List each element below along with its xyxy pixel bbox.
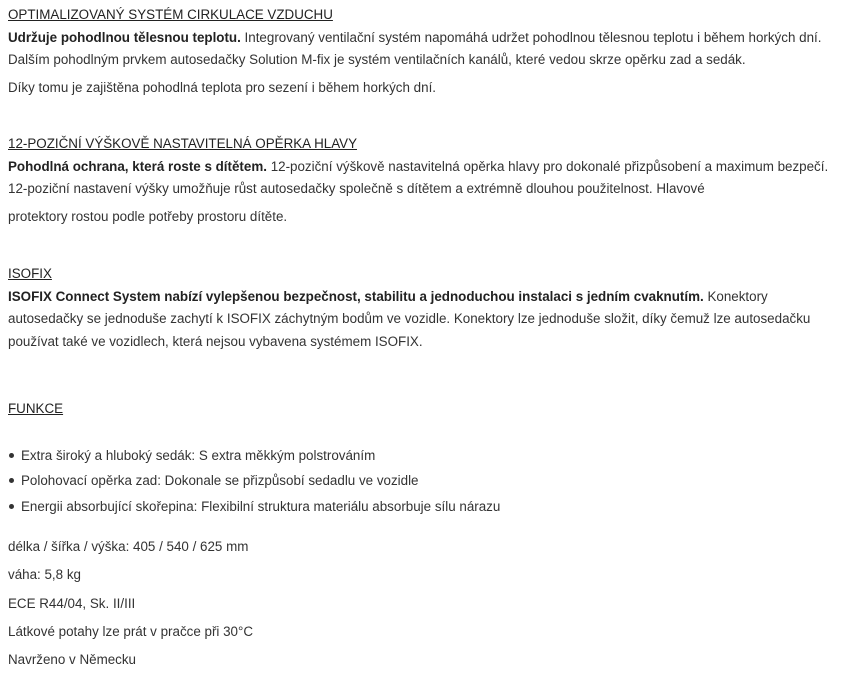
section-lead: Pohodlná ochrana, která roste s dítětem. — [8, 158, 267, 174]
feature-text: Polohovací opěrka zad: Dokonale se přizpůsobí sedadlu ve vozidle — [21, 473, 419, 488]
section-text: Integrovaný ventilační systém napomáhá udržet pohodlnou tělesnou teplotu i během horkých dní. Dalším pohodlným prvkem autosedačky Solution M-fix je systém ventilačních kanálů, které vedou skrze opěrku zad a sedák. — [8, 29, 822, 67]
spec-certification: ECE R44/04, Sk. II/III — [8, 595, 136, 611]
section-text: Konektory autosedačky se jednoduše zachytí k ISOFIX záchytným bodům ve vozidle. Konektory lze jednoduše složit, díky čemuž lze autosedačku používat také ve vozidlech, která nejsou vybavena systémem ISOFIX. — [8, 288, 811, 349]
list-item — [8, 494, 838, 520]
section-extra-text: Díky tomu je zajištěna pohodlná teplota pro sezení i během horkých dní. — [8, 79, 437, 95]
bullet-icon — [9, 478, 14, 483]
section-features — [8, 398, 838, 519]
section-paragraph — [8, 27, 838, 72]
spec-origin: Navrženo v Německu — [8, 652, 137, 668]
section-paragraph — [8, 156, 838, 201]
section-isofix — [8, 263, 838, 353]
section-lead: Udržuje pohodlnou tělesnou teplotu. — [8, 29, 241, 45]
features-heading: FUNKCE — [8, 401, 64, 416]
spec-washing: Látkové potahy lze prát v pračce při 30°C — [8, 623, 254, 639]
section-headrest — [8, 133, 838, 228]
spec-dimensions: délka / šířka / výška: 405 / 540 / 625 mm — [8, 539, 249, 554]
section-specs — [8, 533, 838, 674]
features-list — [8, 443, 838, 520]
section-heading: ISOFIX — [8, 266, 52, 281]
bullet-icon — [9, 453, 14, 458]
feature-text: Energii absorbující skořepina: Flexibilní struktura materiálu absorbuje sílu nárazu — [21, 498, 501, 514]
section-heading: OPTIMALIZOVANÝ SYSTÉM CIRKULACE VZDUCHU — [8, 7, 333, 22]
list-item — [8, 468, 838, 494]
section-extra-text: protektory rostou podle potřeby prostoru dítěte. — [8, 208, 288, 224]
section-text: 12-poziční výškově nastavitelná opěrka hlavy pro dokonalé přizpůsobení a maximum bezpečí. 12-poziční nastavení výšky umožňuje růst autosedačky společně s dítětem a extrémně dlouhou použitelnost. Hlavové — [8, 158, 829, 196]
section-paragraph — [8, 286, 838, 354]
bullet-icon — [9, 504, 14, 509]
section-air-circulation — [8, 4, 838, 99]
list-item — [8, 443, 838, 469]
section-heading: 12-POZIČNÍ VÝŠKOVĚ NASTAVITELNÁ OPĚRKA HLAVY — [8, 136, 358, 151]
section-lead: ISOFIX Connect System nabízí vylepšenou bezpečnost, stabilitu a jednoduchou instalaci s jedním cvaknutím. — [8, 288, 704, 304]
feature-text: Extra široký a hluboký sedák: S extra měkkým polstrováním — [21, 447, 376, 463]
spec-weight: váha: 5,8 kg — [8, 567, 81, 583]
